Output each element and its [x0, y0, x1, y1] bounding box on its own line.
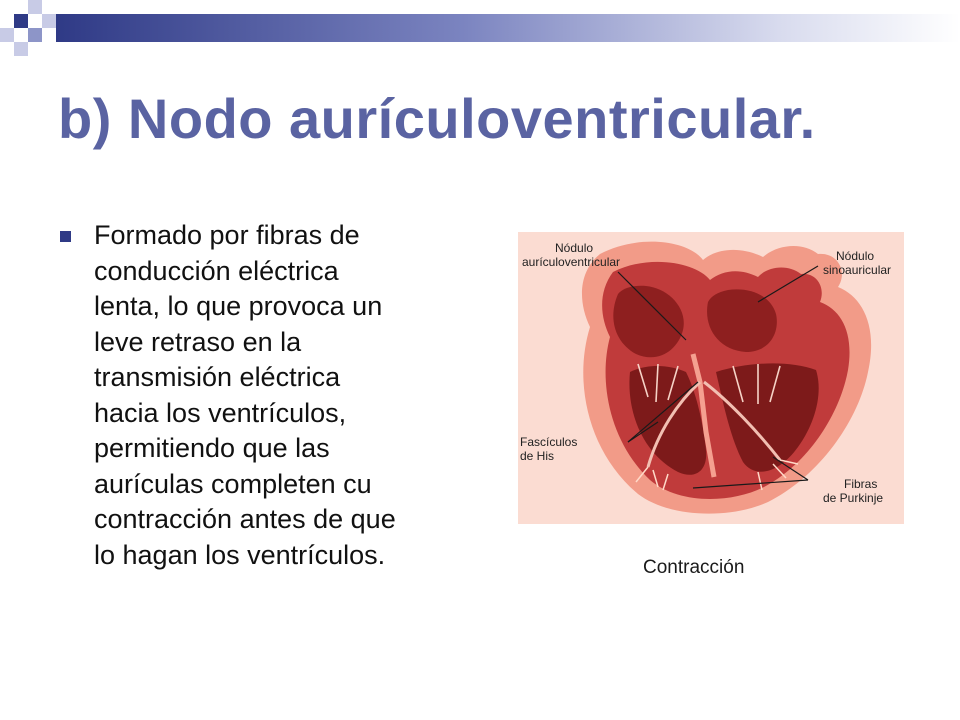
bullet-line: contracción antes de que	[94, 504, 396, 534]
bullet-line: hacia los ventrículos,	[94, 397, 347, 428]
figure-caption: Contracción	[643, 557, 745, 578]
sa-node-label-line-1: Nódulo	[836, 249, 875, 263]
bullet-list	[58, 218, 458, 573]
sa-node-label-line-2: sinoauricular	[823, 263, 892, 277]
av-node-label-line-1: Nódulo	[555, 241, 594, 255]
heart-conduction-diagram-icon	[518, 232, 904, 524]
bullet-line: transmisión eléctrica	[94, 362, 341, 392]
bullet-line: conducción eléctrica	[94, 255, 339, 286]
purkinje-label-line-1: Fibras	[844, 477, 878, 491]
his-label-line-2: de His	[520, 449, 555, 463]
his-label-line-1: Fascículos	[520, 435, 578, 449]
bullet-line: Formado por fibras de	[94, 220, 360, 250]
bullet-line: leve retraso en la	[94, 326, 302, 357]
bullet-line: lo hagan los ventrículos.	[94, 539, 386, 570]
av-node-label-line-2: aurículoventricular	[522, 255, 621, 269]
bullet-line: permitiendo que las	[94, 433, 330, 463]
bullet-square-icon	[60, 231, 71, 242]
slide-title: b) Nodo aurículoventricular.	[58, 87, 816, 150]
heart-conduction-figure	[518, 232, 904, 524]
bullet-line: aurículas completen cu	[94, 468, 372, 499]
list-item	[58, 218, 458, 573]
bullet-line: lenta, lo que provoca un	[94, 291, 383, 321]
header-bar	[56, 14, 960, 42]
purkinje-label-line-2: de Purkinje	[823, 491, 884, 505]
